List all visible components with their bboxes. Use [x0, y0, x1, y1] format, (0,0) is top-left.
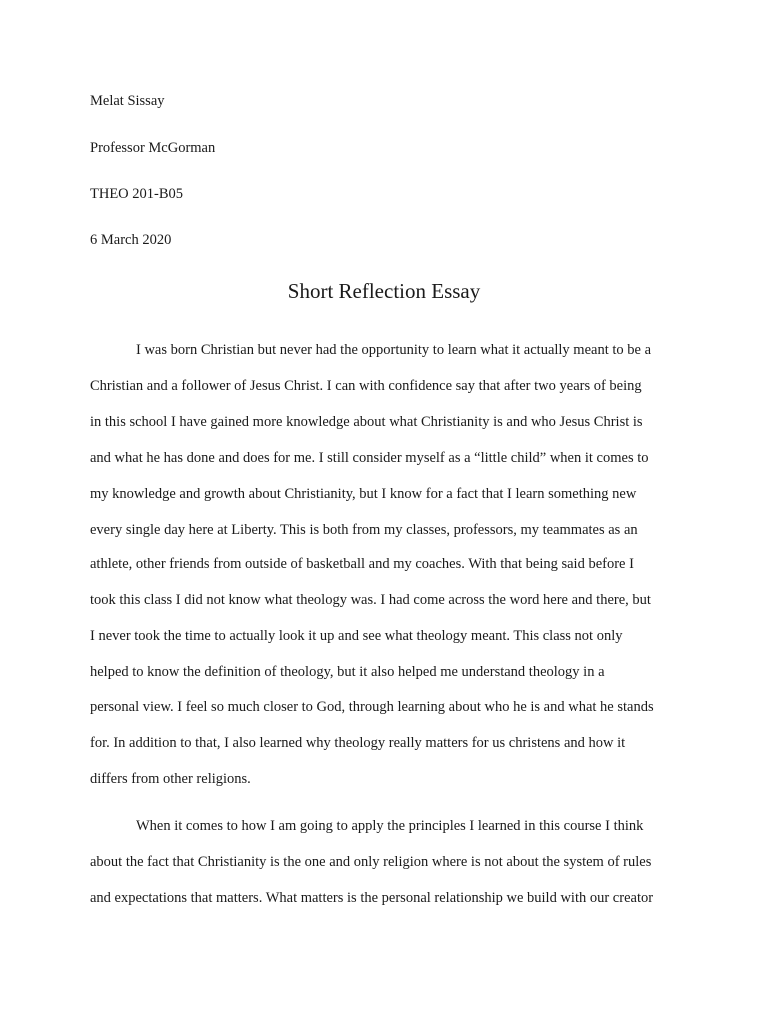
paragraph-line: Christian and a follower of Jesus Christ. I can with confidence say that after two years of being: [90, 378, 642, 394]
essay-title: Short Reflection Essay: [287, 279, 481, 303]
paragraph-line: When it comes to how I am going to apply the principles I learned in this course I think: [136, 818, 644, 834]
paragraph-line: and what he has done and does for me. I still consider myself as a “little child” when it comes to: [90, 450, 649, 466]
paragraph-line: I never took the time to actually look it up and see what theology meant. This class not only: [90, 628, 623, 644]
paragraph-line: helped to know the definition of theology, but it also helped me understand theology in a: [90, 664, 605, 680]
paragraph-line: took this class I did not know what theology was. I had come across the word here and there, but: [90, 592, 651, 608]
paragraph-line: my knowledge and growth about Christianity, but I know for a fact that I learn something new: [90, 486, 637, 502]
paragraph-line: differs from other religions.: [90, 771, 251, 787]
paragraph-line: and expectations that matters. What matters is the personal relationship we build with our creator: [90, 890, 654, 906]
author-name: Melat Sissay: [90, 93, 165, 109]
paragraph-line: I was born Christian but never had the opportunity to learn what it actually meant to be a: [136, 342, 652, 358]
course-code: THEO 201-B05: [90, 186, 184, 202]
paragraph-line: for. In addition to that, I also learned why theology really matters for us christens and how it: [90, 735, 626, 751]
paragraph-line: personal view. I feel so much closer to God, through learning about who he is and what he stands: [90, 699, 654, 715]
paragraph-line: athlete, other friends from outside of basketball and my coaches. With that being said before I: [90, 556, 634, 572]
paragraph-line: about the fact that Christianity is the one and only religion where is not about the system of rules: [90, 854, 652, 870]
paragraph-line: in this school I have gained more knowledge about what Christianity is and who Jesus Christ is: [90, 414, 643, 430]
essay-date: 6 March 2020: [90, 232, 172, 248]
professor-name: Professor McGorman: [90, 140, 216, 156]
paragraph-line: every single day here at Liberty. This is both from my classes, professors, my teammates as an: [90, 522, 638, 538]
